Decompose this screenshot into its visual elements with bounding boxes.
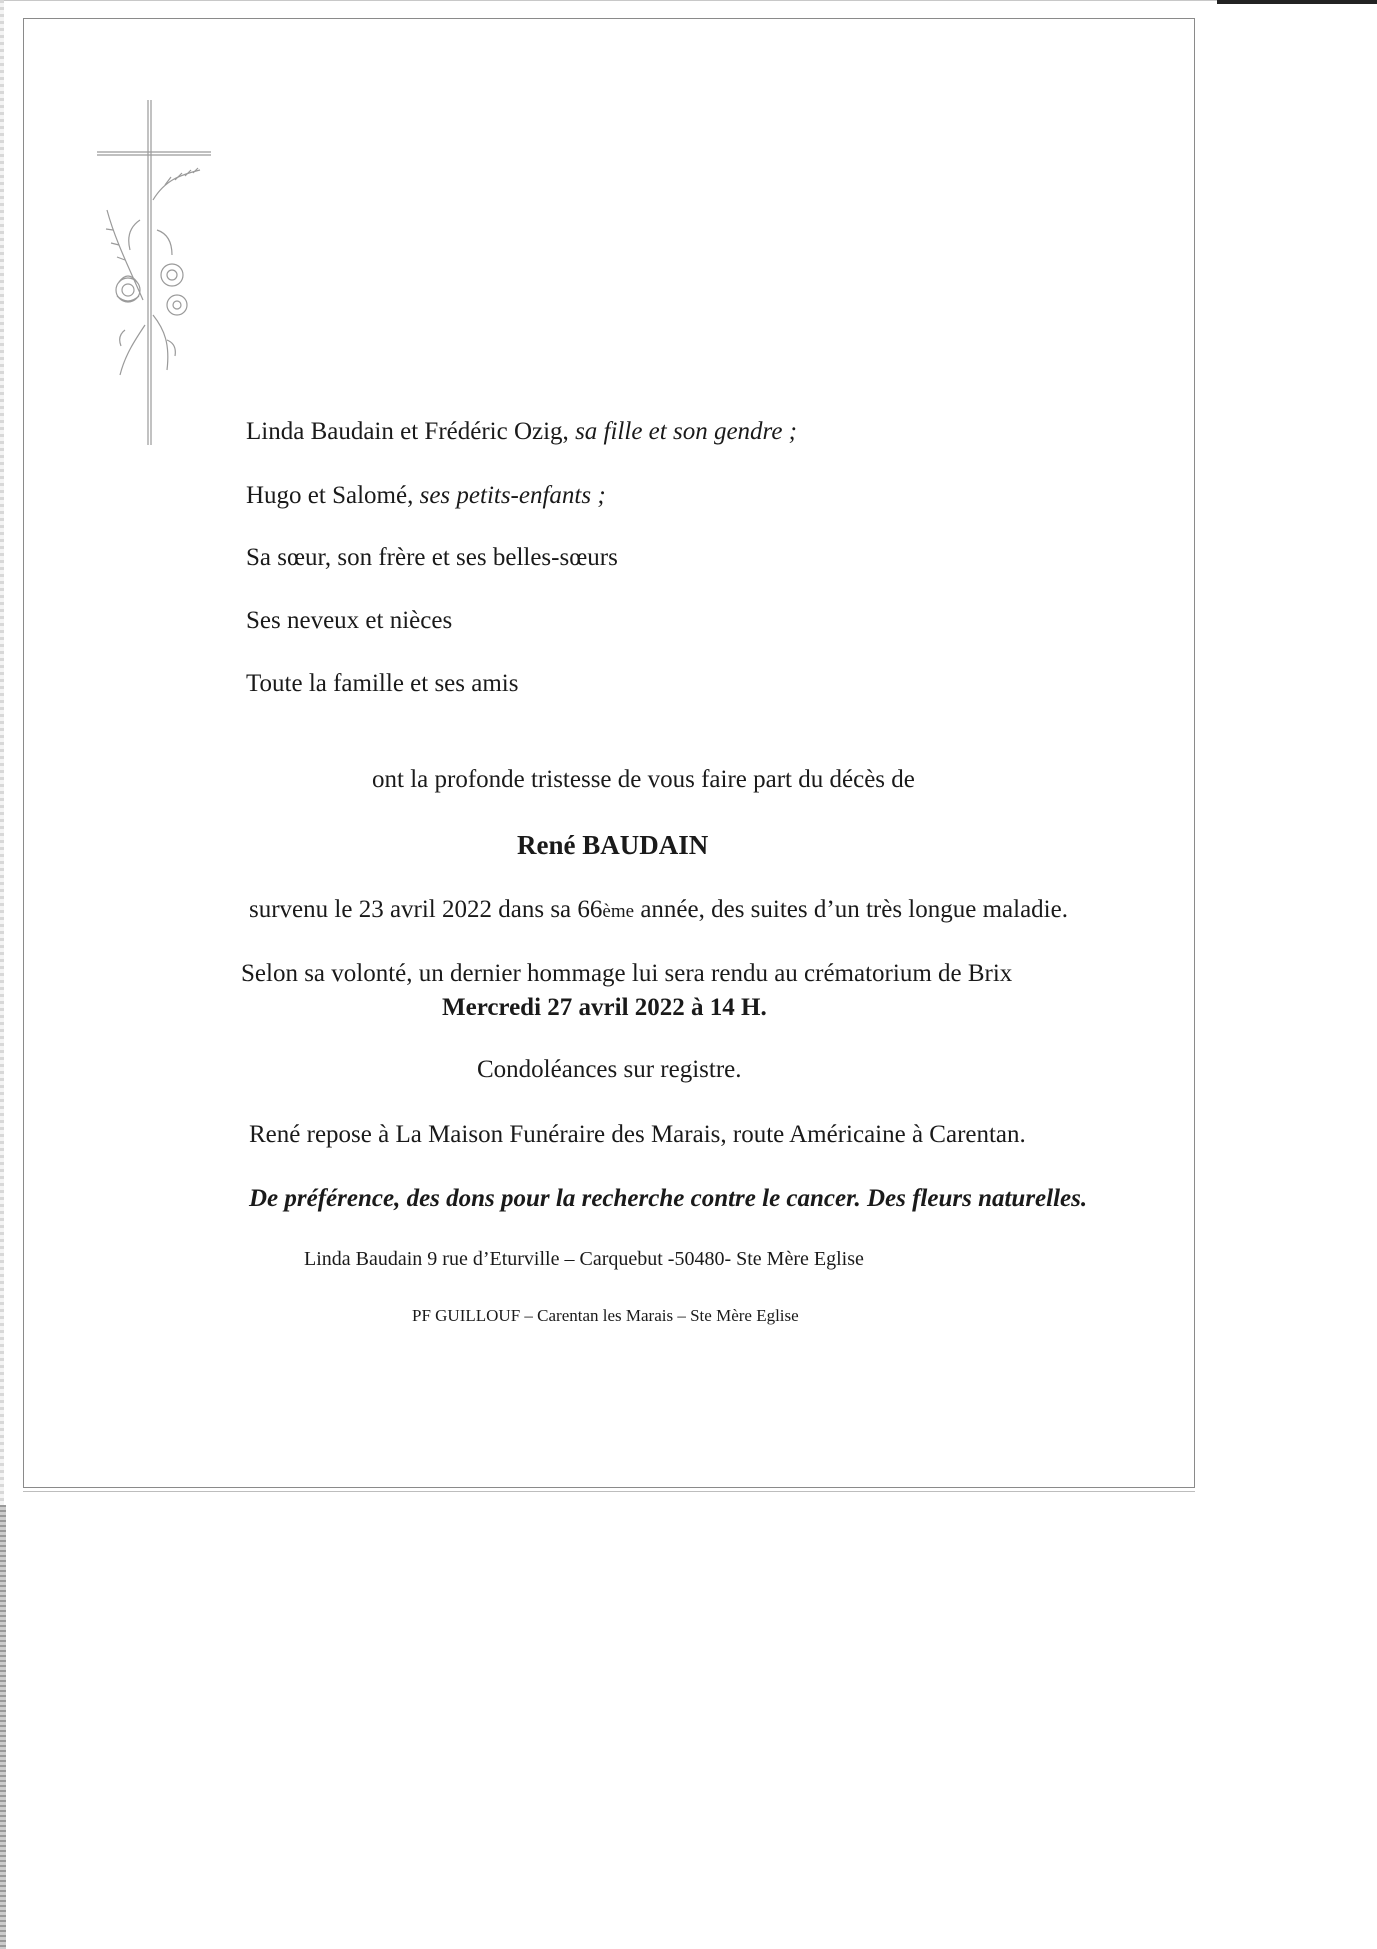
scan-artifact-top-line <box>0 0 1217 1</box>
wishes-note: De préférence, des dons pour la recherche contre le cancer. Des fleurs naturelles. <box>249 1185 1088 1212</box>
notice-frame-shadow-line <box>23 1491 1195 1492</box>
family-relation: ses petits-enfants ; <box>419 482 606 509</box>
family-line-5 <box>246 669 518 699</box>
rest-place: René repose à La Maison Funéraire des Marais, route Américaine à Carentan. <box>249 1121 1026 1148</box>
family-names: Sa sœur, son frère et ses belles-sœurs <box>246 544 618 571</box>
ordinal-suffix: ème <box>602 901 635 922</box>
ceremony-location: Selon sa volonté, un dernier hommage lui sera rendu au crématorium de Brix <box>241 960 1013 987</box>
family-line-4 <box>246 606 452 636</box>
contact-address: Linda Baudain 9 rue d’Eturville – Carquebut -50480- Ste Mère Eglise <box>304 1248 864 1270</box>
family-line-3 <box>246 543 618 573</box>
family-line-1 <box>246 417 797 447</box>
scan-artifact-top-bar <box>1217 0 1377 4</box>
death-details <box>249 895 1068 927</box>
funeral-home: PF GUILLOUF – Carentan les Marais – Ste Mère Eglise <box>412 1306 799 1325</box>
family-names: Hugo et Salomé, <box>246 482 414 509</box>
family-names: Ses neveux et nièces <box>246 607 453 634</box>
ceremony-datetime: Mercredi 27 avril 2022 à 14 H. <box>442 994 767 1021</box>
deceased-name: René BAUDAIN <box>517 830 709 860</box>
death-details-cause: année, des suites d’un très longue maladie. <box>634 896 1068 923</box>
death-details-date: survenu le 23 avril 2022 dans sa 66 <box>249 896 603 923</box>
family-names: Toute la famille et ses amis <box>246 670 519 697</box>
cross-with-flowers-icon <box>95 100 215 450</box>
scan-artifact-left-edge-dark <box>0 1505 6 1949</box>
condolences-note: Condoléances sur registre. <box>477 1056 742 1083</box>
family-names: Linda Baudain et Frédéric Ozig, <box>246 418 569 445</box>
announcement-text: ont la profonde tristesse de vous faire part du décès de <box>372 766 915 793</box>
family-line-2 <box>246 481 606 511</box>
family-relation: sa fille et son gendre ; <box>575 418 798 445</box>
